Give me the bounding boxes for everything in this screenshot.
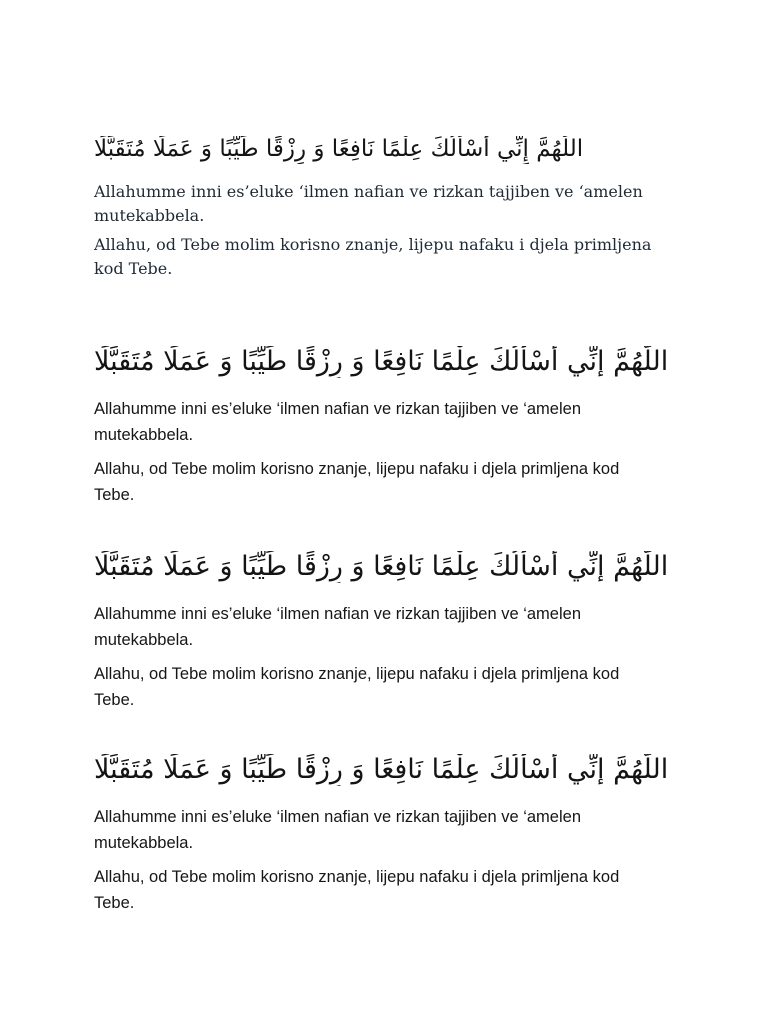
- arabic-dua-text: اللَّٰهُمَّ إِنِّي أَسْأَلُكَ عِلْمًا نَافِعًا وَ رِزْقًا طَيِّبًا وَ عَمَلًا مُتَقَبَّلًا: [94, 136, 584, 162]
- arabic-dua-text: اللَّٰهُمَّ إِنِّي أَسْأَلُكَ عِلْمًا نَافِعًا وَ رِزْقًا طَيِّبًا وَ عَمَلًا مُتَقَبَّلًا: [94, 551, 669, 582]
- translation-text: Allahu, od Tebe molim korisno znanje, lijepu nafaku i djela primljena kod Tebe.: [94, 460, 620, 505]
- translation-text: Allahu, od Tebe molim korisno znanje, lijepu nafaku i djela primljena kod Tebe.: [94, 868, 620, 913]
- dua-block: [94, 346, 674, 508]
- transliteration-text: Allahumme inni es’eluke ‘ilmen nafian ve rizkan tajjiben ve ‘amelen mutekabbela.: [94, 181, 643, 225]
- transliteration-text: Allahumme inni es’eluke ‘ilmen nafian ve rizkan tajjiben ve ‘amelen mutekabbela.: [94, 808, 581, 853]
- dua-block: [94, 551, 674, 713]
- transliteration-text: Allahumme inni es’eluke ‘ilmen nafian ve rizkan tajjiben ve ‘amelen mutekabbela.: [94, 400, 581, 445]
- transliteration-text: Allahumme inni es’eluke ‘ilmen nafian ve rizkan tajjiben ve ‘amelen mutekabbela.: [94, 605, 581, 650]
- arabic-dua-text: اللَّٰهُمَّ إِنِّي أَسْأَلُكَ عِلْمًا نَافِعًا وَ رِزْقًا طَيِّبًا وَ عَمَلًا مُتَقَبَّلًا: [94, 754, 669, 785]
- dua-block: [94, 754, 674, 916]
- translation-text: Allahu, od Tebe molim korisno znanje, lijepu nafaku i djela primljena kod Tebe.: [94, 665, 620, 710]
- translation-text: Allahu, od Tebe molim korisno znanje, lijepu nafaku i djela primljena kod Tebe.: [94, 234, 652, 278]
- dua-block-serif: [94, 136, 674, 281]
- arabic-dua-text: اللَّٰهُمَّ إِنِّي أَسْأَلُكَ عِلْمًا نَافِعًا وَ رِزْقًا طَيِّبًا وَ عَمَلًا مُتَقَبَّلًا: [94, 346, 669, 377]
